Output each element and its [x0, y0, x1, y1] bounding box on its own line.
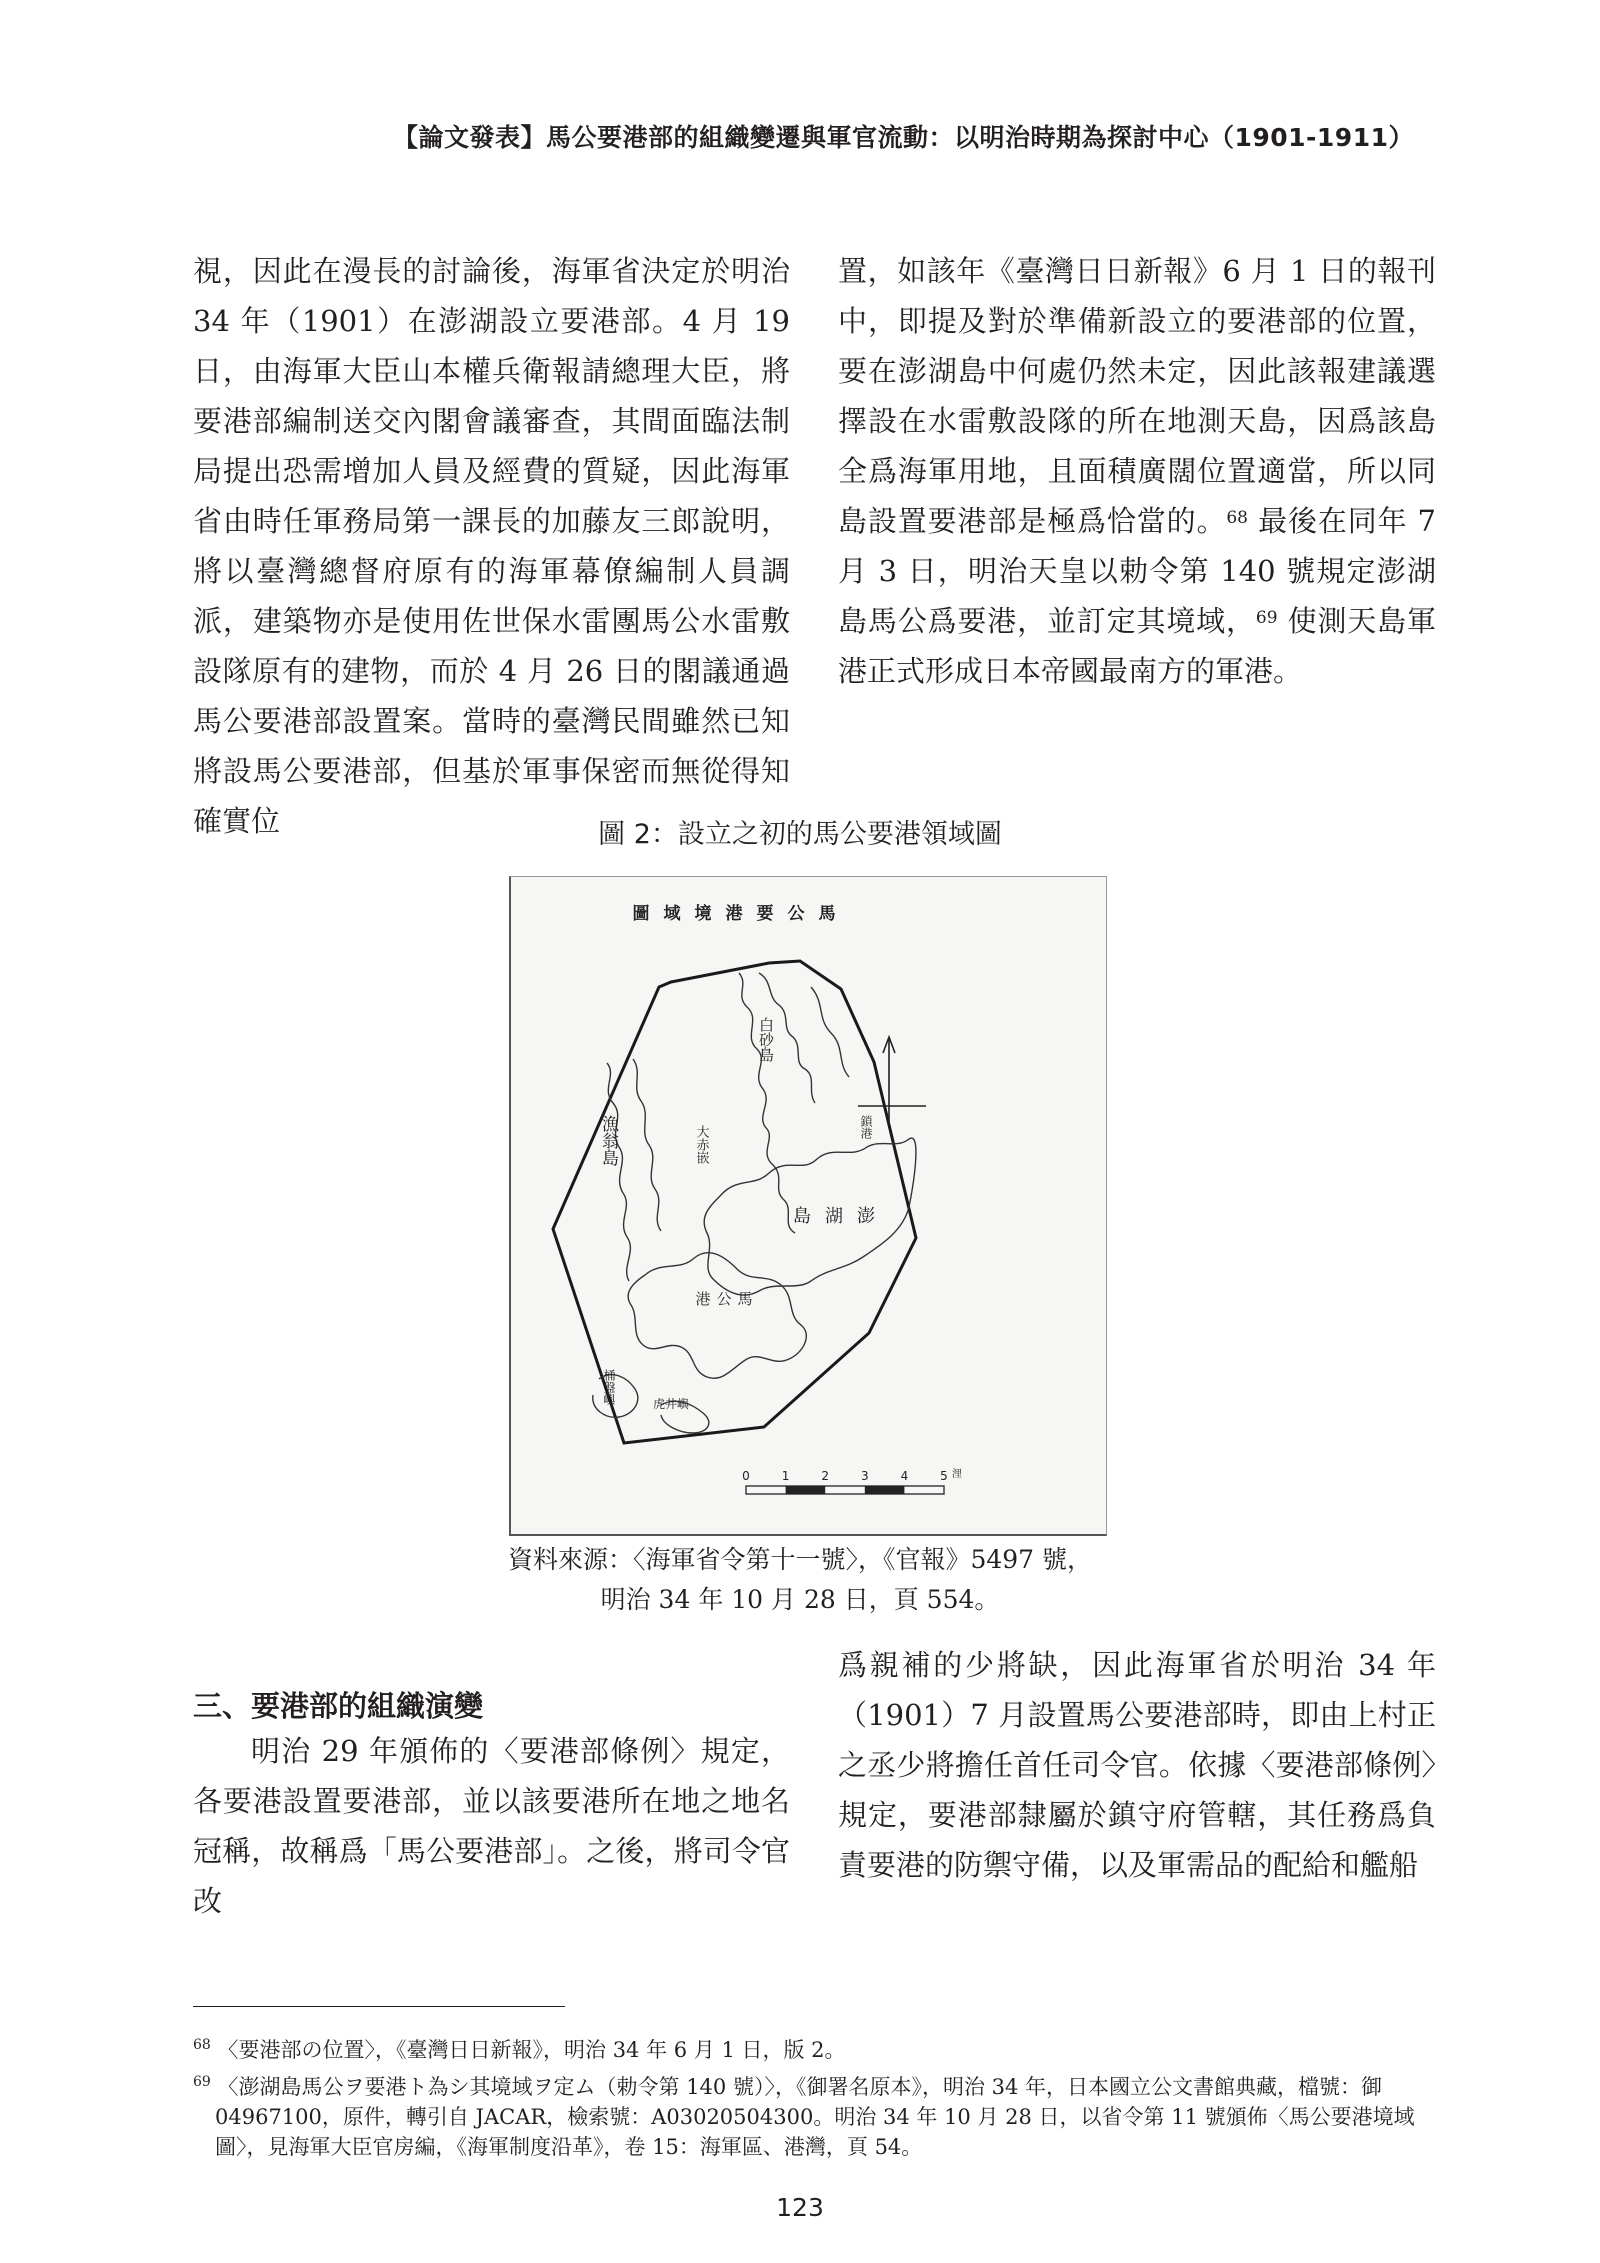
- body-text-right-bottom: [838, 1640, 1436, 1890]
- text-run: 使測天島軍港正式形成日本帝國最南方的軍港。: [838, 604, 1436, 688]
- penghu-map: [511, 877, 1106, 1534]
- body-text-left-bottom: [193, 1726, 790, 1926]
- footnote-number: 68: [193, 2037, 211, 2053]
- figure-source-line-2: 明治 34 年 10 月 28 日，頁 554。: [600, 1585, 1000, 1614]
- footnote-ref-68[interactable]: 68: [1226, 508, 1248, 528]
- footnote-number: 69: [193, 2074, 211, 2090]
- label-tongpan: 桶盤嶼: [602, 1369, 616, 1405]
- scale-bar: [742, 1468, 962, 1494]
- body-text-left-top: [193, 246, 790, 846]
- scale-tick: 4: [900, 1469, 909, 1483]
- footnote-ref-69[interactable]: 69: [1255, 608, 1278, 628]
- running-header: 【論文發表】馬公要港部的組織變遷與軍官流動：以明治時期為探討中心（1901-1911）: [392, 123, 1414, 152]
- scale-tick: 0: [742, 1469, 750, 1483]
- figure-caption: 圖 2：設立之初的馬公要港領域圖: [598, 819, 1002, 850]
- footnote-separator: [193, 2006, 565, 2007]
- section-heading: 三、要港部的組織演變: [193, 1689, 484, 1723]
- label-datian: 大赤嵌: [693, 1125, 709, 1164]
- paragraph: 明治 29 年頒佈的〈要港部條例〉規定，各要港設置要港部，並以該要港所在地之地名冠稱，故稱爲「馬公要港部」。之後，將司令官改: [193, 1734, 790, 1918]
- makung-coast: [628, 1253, 806, 1379]
- label-baisha: 白砂島: [757, 1017, 775, 1062]
- paragraph: 視，因此在漫長的討論後，海軍省決定於明治 34 年（1901）在澎湖設立要港部。4 月 19 日，由海軍大臣山本權兵衛報請總理大臣，將要港部編制送交內閣會議審查，其間面臨法制局提出恐需增加人員及經費的質疑，因此海軍省由時任軍務局第一課長的加藤友三郎說明，將以臺灣總督府原有的海軍幕僚編制人員調派，建築物亦是使用佐世保水雷團馬公水雷敷設隊原有的建物，而於 4 月 26 日的閣議通過馬公要港部設置案。當時的臺灣民間雖然已知將設馬公要港部，但基於軍事保密而無從得知確實位: [193, 254, 790, 838]
- scale-tick: 1: [781, 1469, 790, 1483]
- map-figure: [509, 876, 1107, 1536]
- scale-tick: 5: [940, 1469, 948, 1483]
- scale-tick: 3: [860, 1469, 869, 1483]
- scale-tick: 2: [821, 1469, 830, 1483]
- page-number: 123: [776, 2193, 824, 2222]
- label-makung: 港公馬: [695, 1290, 759, 1308]
- east-coast: [811, 987, 849, 1077]
- paragraph: 爲親補的少將缺，因此海軍省於明治 34 年（1901）7 月設置馬公要港部時，即由上村正之丞少將擔任首任司令官。依據〈要港部條例〉規定，要港部隸屬於鎮守府管轄，其任務爲負責要港的防禦守備，以及軍需品的配給和艦船: [838, 1648, 1436, 1882]
- text-run: 最後在同年 7 月 3 日，明治天皇以勅令第 140 號規定澎湖島馬公爲要港，並訂定其境域，: [838, 504, 1436, 638]
- scale-unit: 浬: [952, 1469, 962, 1480]
- footnote-text: 〈澎湖島馬公ヲ要港ト為シ其境域ヲ定ム（勅令第 140 號）〉，《御署名原本》，明治 34 年，日本國立公文書館典藏，檔號：御 04967100，原件，轉引自 JACAR，檢索號：A03020504300。明治 34 年 10 月 28 日，以省令第 11 號頒佈〈馬公要港境域圖〉，見海軍大臣官房編，《海軍制度沿革》，卷 15：海軍區、港灣，頁 54。: [215, 2075, 1415, 2159]
- footnote-69: [193, 2067, 1438, 2162]
- text-run: 置，如該年《臺灣日日新報》6 月 1 日的報刊中，即提及對於準備新設立的要港部的位置，要在澎湖島中何處仍然未定，因此該報建議選擇設在水雷敷設隊的所在地測天島，因爲該島全爲海軍用地，且面積廣闊位置適當，所以同島設置要港部是極爲恰當的。: [838, 254, 1436, 538]
- baisha-coast: [739, 973, 815, 1233]
- footnotes: [193, 2030, 1438, 2164]
- figure-source-line-1: 資料來源：〈海軍省令第十一號〉，《官報》5497 號，: [507, 1545, 1093, 1574]
- yuweng-coast: [607, 1059, 661, 1281]
- paragraph: [838, 246, 1436, 696]
- label-chiju: 鎖港: [859, 1115, 873, 1139]
- footnote-68: [193, 2030, 1438, 2065]
- label-penghu: 島湖澎: [793, 1206, 889, 1227]
- label-huajing: 虎井嶼: [652, 1397, 690, 1411]
- label-yuweng: 漁翁島: [598, 1115, 618, 1166]
- body-text-right-top: [838, 246, 1436, 696]
- map-title: 圖域境港要公馬: [632, 904, 850, 924]
- footnote-text: 〈要港部の位置〉，《臺灣日日新報》，明治 34 年 6 月 1 日，版 2。: [217, 2038, 846, 2062]
